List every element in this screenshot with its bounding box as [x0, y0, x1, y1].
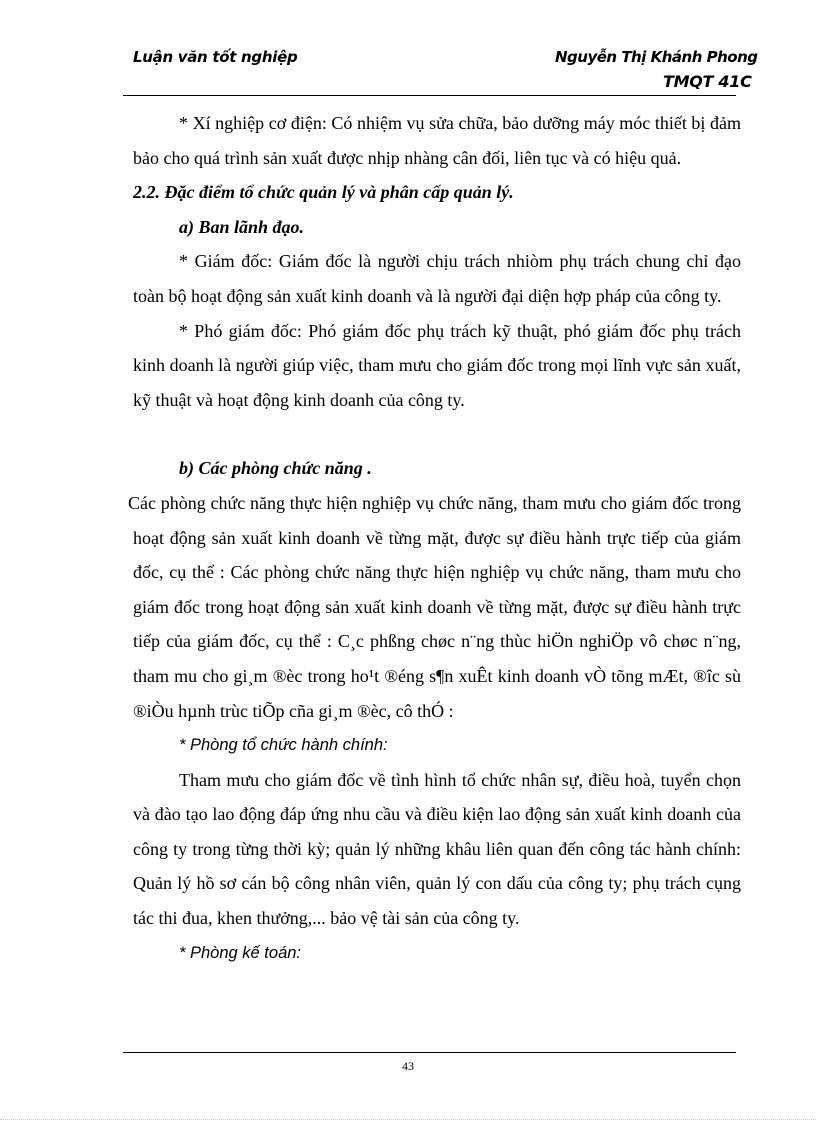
page-number: 43	[402, 1059, 414, 1073]
paragraph-admin-department: Tham mưu cho giám đốc về tình hình tổ chức nhân sự, điều hoà, tuyển chọn và đào tạo lao động đáp ứng nhu cầu và điều kiện lao động sản xuất kinh doanh của công ty trong từng thời kỳ; quản lý những khâu liên quan đến công tác hành chính: Quản lý hồ sơ cán bộ công nhân viên, quản lý con dấu của công ty; phụ trách cụng tác thi đua, khen thưởng,... bảo vệ tài sản của công ty.	[133, 769, 741, 929]
paragraph-director: * Giám đốc: Giám đốc là người chịu trách nhiòm phụ trách chung chỉ đạo toàn bộ hoạt động sản xuất kinh doanh và là người đại diện hợp pháp của công ty.	[133, 251, 741, 306]
header-divider	[123, 95, 736, 96]
paragraph-deputy-director: * Phó giám đốc: Phó giám đốc phụ trách kỹ thuật, phó giám đốc phụ trách kinh doanh là người giúp việc, tham mưu cho giám đốc trong mọi lĩnh vực sản xuất, kỹ thuật và hoạt động kinh doanh của công ty.	[133, 320, 741, 410]
section-heading: 2.2. Đặc điểm tổ chức quản lý và phân cấp quản lý.	[133, 182, 514, 203]
header-class-code: TMQT 41C	[663, 72, 752, 91]
blank-line	[133, 417, 741, 451]
footer-divider	[123, 1052, 736, 1053]
subheading-accounting-department: * Phòng kế toán:	[179, 943, 302, 962]
paragraph-functional-departments: Các phòng chức năng thực hiện nghiệp vụ chức năng, tham mưu cho giám đốc trong hoạt động sản xuất kinh doanh về từng mặt, được sự điều hành trực tiếp của giám đốc, cụ thể : Các phòng chức năng thực hiện nghiệp vụ chức năng, tham mưu cho giám đốc trong hoạt động sản xuất kinh doanh về từng mặt, được sự điều hành trực tiếp của giám đốc, cụ thể : C¸c phßng chøc n¨ng thùc hiÖn nghiÖp vô chøc n¨ng, tham mu cho gi¸m ®èc trong ho¹t ®éng s¶n xuÊt kinh doanh vÒ tõng mÆt, ®îc sù ®iÒu hµnh trùc tiÕp cña gi¸m ®èc, cô thÓ :	[128, 492, 741, 721]
page-bottom-border	[0, 1119, 816, 1120]
header-author-name: Nguyễn Thị Khánh Phong	[555, 48, 758, 66]
subheading-admin-department: * Phòng tổ chức hành chính:	[179, 736, 388, 755]
subheading-leadership: a) Ban lãnh đạo.	[179, 216, 305, 237]
header-thesis-title: Luận văn tốt nghiệp	[133, 48, 298, 66]
page-body	[128, 106, 741, 970]
subheading-functional-departments: b) Các phòng chức năng .	[179, 458, 372, 479]
paragraph-electromechanical: * Xí nghiệp cơ điện: Có nhiệm vụ sửa chữa, bảo dưỡng máy móc thiết bị đảm bảo cho quá trình sản xuất được nhịp nhàng cân đối, liên tục và có hiệu quả.	[133, 113, 741, 168]
